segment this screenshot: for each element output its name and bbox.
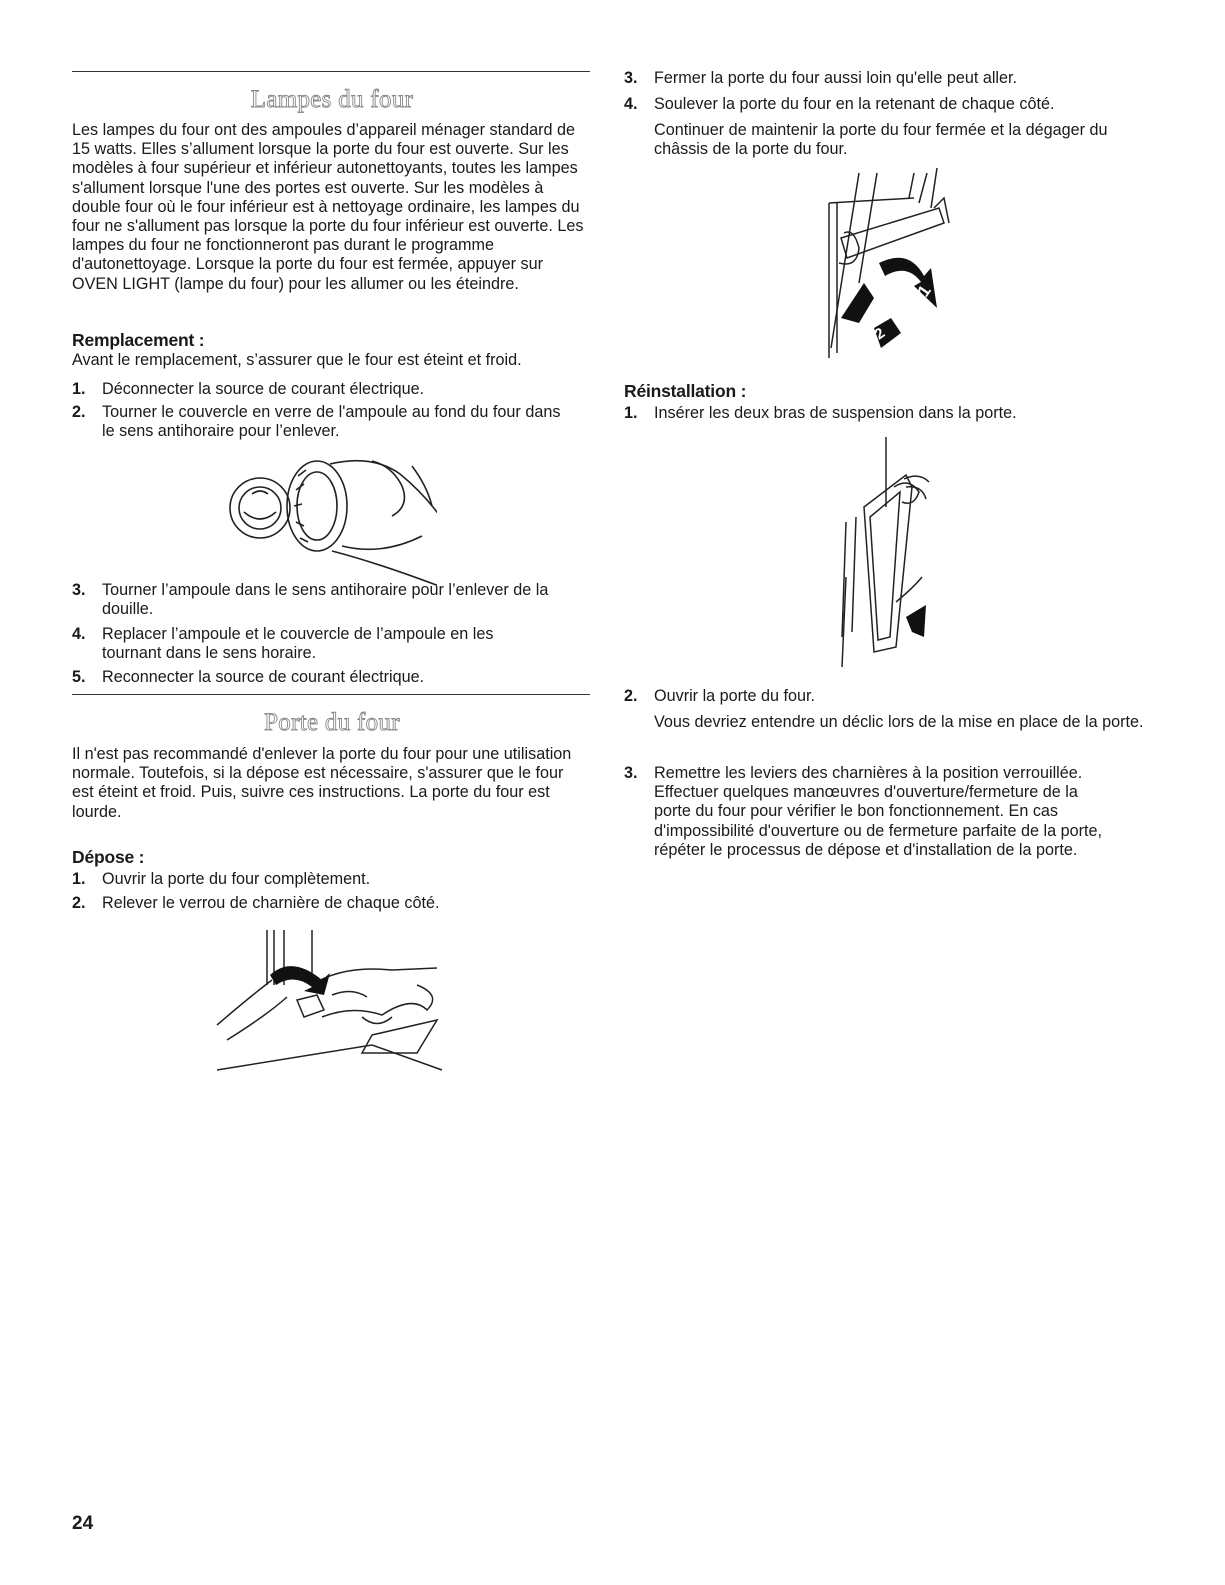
door-intro: Il n'est pas recommandé d'enlever la porte du four pour une utilisation normale. Toutefois, si la dépose est nécessaire, s'assurer que le four est éteint et froid. Puis, suivre ces instructions. La porte du four est lourde.: [72, 745, 572, 821]
removal-heading: Dépose :: [72, 847, 145, 867]
section-title-door: Porte du four: [264, 709, 400, 736]
figure-step-label: 2: [871, 324, 889, 344]
page-number: 24: [72, 1513, 94, 1534]
list-item: 4. Soulever la porte du four en la retenant de chaque côté.: [624, 95, 1055, 113]
lamps-intro: Les lampes du four ont des ampoules d’appareil ménager standard de 15 watts. Elles s’allument lorsque la porte du four est ouverte. Sur les modèles à four supérieur et inférieur autonettoyants, toutes les lampes s'allument lorsque l'une des portes est ouverte. Sur les modèles à double four où le four inférieur est à nettoyage ordinaire, les lampes du four ne s'allument pas lorsque la porte du four inférieur est ouverte. Les lampes du four ne fonctionneront pas durant le programme d'autonettoyage. Lorsque la porte du four est fermée, appuyer sur OVEN LIGHT (lampe du four) pour les allumer ou les éteindre.: [72, 121, 584, 293]
list-item: 3. Tourner l’ampoule dans le sens antihoraire pour l’enlever de la douille.: [72, 581, 549, 619]
list-item: 3. Remettre les leviers des charnières à la position verrouillée. Effectuer quelques manœuvres d'ouverture/fermeture de la porte du four pour vérifier le bon fonctionnement. En cas d'impossibilité d'ouverture ou de fermeture parfaite de la porte, répéter le processus de dépose et d'installation de la porte.: [624, 764, 1102, 859]
door-insert-illustration: [834, 437, 934, 672]
replacement-intro: Avant le remplacement, s’assurer que le four est éteint et froid.: [72, 351, 522, 369]
list-item: 4. Replacer l’ampoule et le couvercle de l’ampoule en les tournant dans le sens horaire.: [72, 625, 494, 663]
section-divider: [72, 694, 590, 695]
list-item: 1. Ouvrir la porte du four complètement.: [72, 870, 371, 888]
section-divider: [72, 71, 590, 72]
hinge-lock-illustration: [212, 925, 452, 1075]
reinstall-heading: Réinstallation :: [624, 381, 747, 401]
list-item: 1. Déconnecter la source de courant électrique.: [72, 380, 425, 398]
removal-note: Continuer de maintenir la porte du four fermée et la dégager du châssis de la porte du four.: [654, 121, 1108, 159]
section-title-lamps: Lampes du four: [250, 86, 414, 113]
list-item: 2. Ouvrir la porte du four.: [624, 687, 816, 705]
list-item: 2. Relever le verrou de charnière de chaque côté.: [72, 894, 440, 912]
reinstall-note: Vous devriez entendre un déclic lors de la mise en place de la porte.: [654, 713, 1144, 731]
door-lift-illustration: [819, 168, 959, 363]
list-item: 2. Tourner le couvercle en verre de l'ampoule au fond du four dans le sens antihoraire pour l’enlever.: [72, 403, 561, 441]
list-item: 1. Insérer les deux bras de suspension dans la porte.: [624, 404, 1017, 422]
replacement-heading: Remplacement :: [72, 330, 205, 350]
list-item: 3. Fermer la porte du four aussi loin qu'elle peut aller.: [624, 69, 1018, 87]
figure-step-label: 1: [913, 281, 935, 301]
list-item: 5. Reconnecter la source de courant électrique.: [72, 668, 425, 686]
bulb-cover-illustration: [222, 446, 437, 596]
